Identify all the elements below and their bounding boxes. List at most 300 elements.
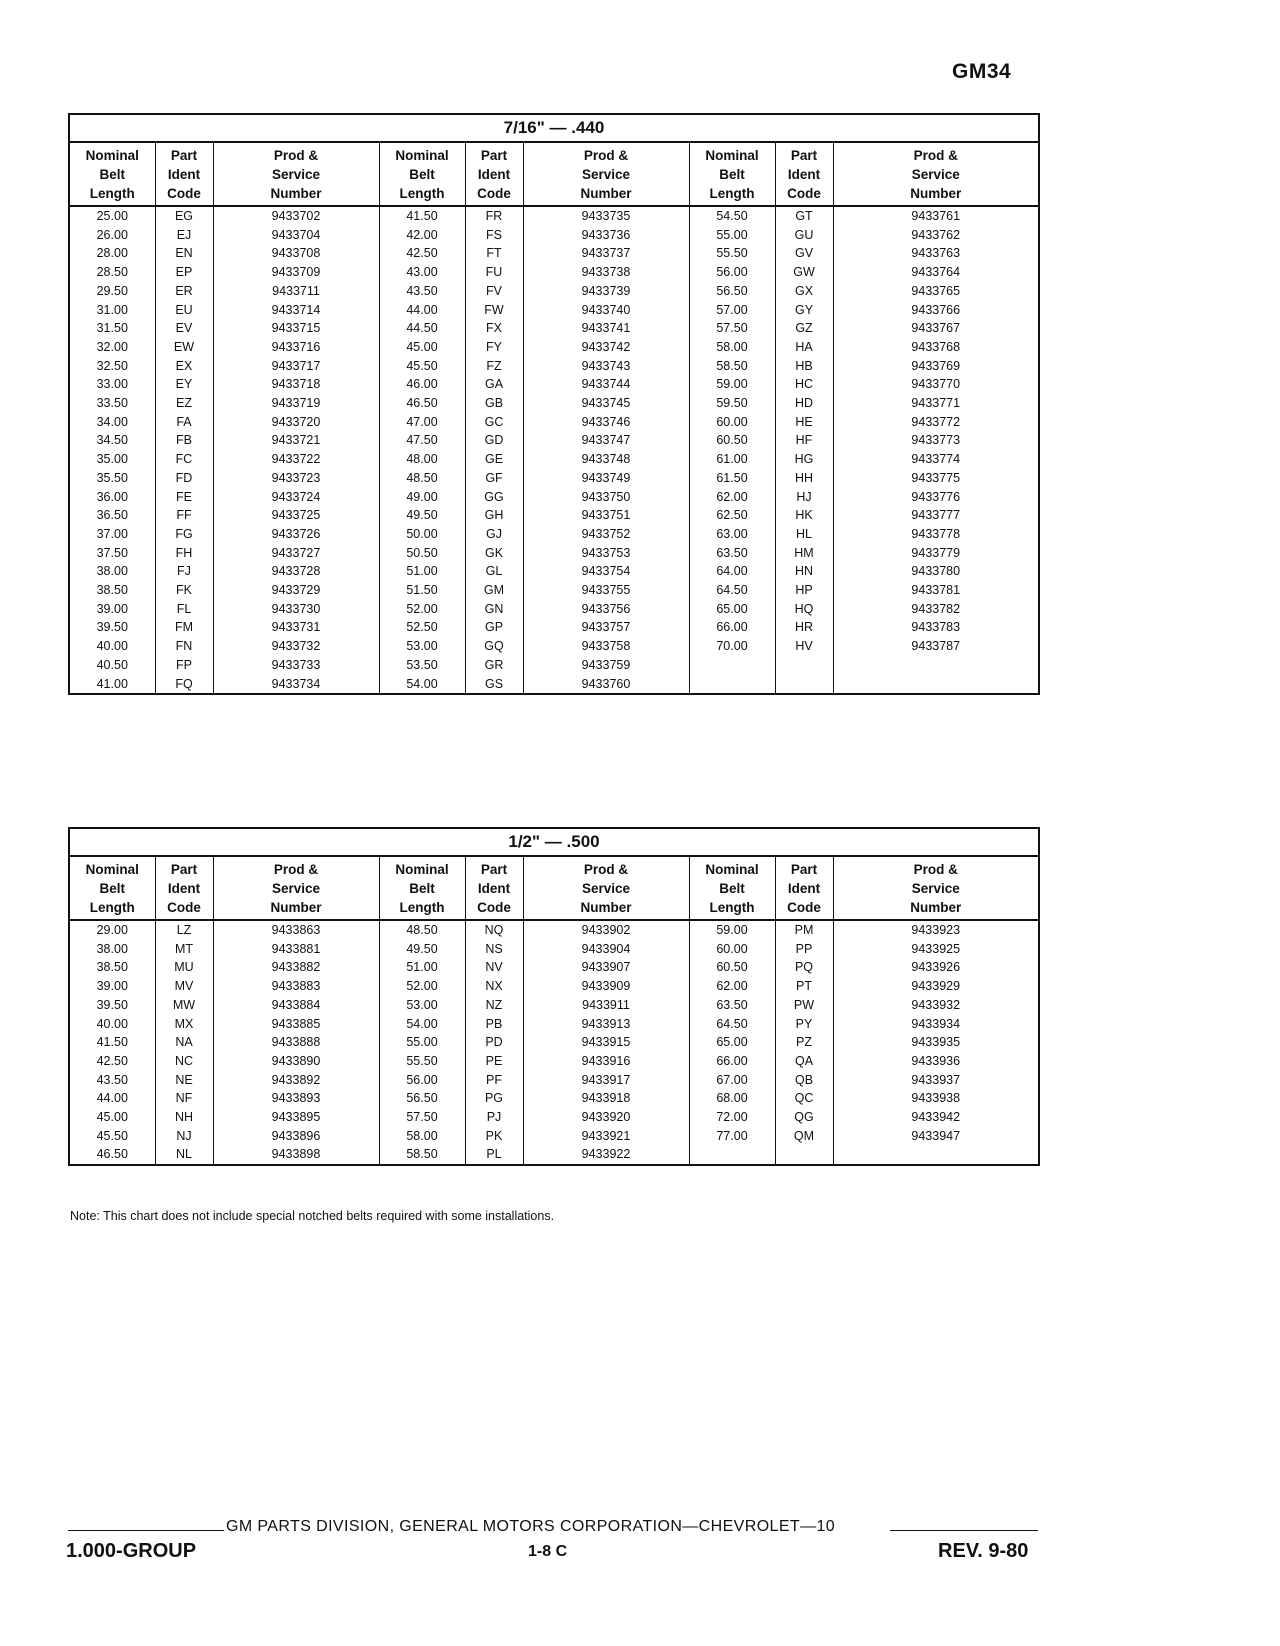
part-ident-code-cell: MU	[174, 960, 194, 975]
belt-length-cell: 59.00	[716, 923, 748, 937]
prod-service-number-cell: 9433742	[581, 339, 631, 354]
prod-service-number-cell: 9433775	[911, 470, 961, 485]
prod-service-number-cell: 9433717	[271, 358, 321, 373]
prod-service-number-cell: 9433737	[581, 246, 631, 261]
belt-length-cell: 67.00	[716, 1072, 748, 1087]
belt-length-cell: 36.00	[96, 489, 128, 504]
part-ident-code-cell: PD	[485, 1035, 503, 1050]
prod-service-number-cell: 9433708	[271, 246, 321, 261]
belt-length-cell: 41.00	[96, 676, 128, 691]
prod-service-number-cell: 9433779	[911, 545, 961, 560]
chart-note: Note: This chart does not include special notched belts required with some installations.	[70, 1209, 555, 1223]
part-ident-code-cell: FM	[174, 620, 194, 635]
prod-service-number-cell: 9433915	[581, 1035, 631, 1050]
column-header-prod-service-number: Prod & Service Number	[523, 142, 689, 206]
belt-length-cell: 54.00	[406, 1016, 438, 1031]
column-header-part-ident-code: Part Ident Code	[465, 142, 523, 206]
part-ident-code-cell: GL	[485, 564, 503, 579]
prod-service-number-cell: 9433772	[911, 414, 961, 429]
part-ident-code-cell: GA	[484, 377, 504, 392]
part-ident-code-cell: GG	[484, 489, 504, 504]
belt-length-cell: 53.00	[406, 639, 438, 654]
prod-service-number-cell: 9433760	[581, 676, 631, 691]
prod-service-number-cell: 9433787	[911, 639, 961, 654]
part-ident-code-cell: HL	[796, 526, 812, 541]
belt-length-cell: 40.50	[96, 657, 128, 672]
prod-service-number-cell: 9433709	[271, 265, 321, 280]
part-ident-code-cell: GB	[484, 396, 504, 411]
prod-service-number-cell: 9433746	[581, 414, 631, 429]
prod-service-number-cell: 9433721	[271, 433, 321, 448]
column-part-ident-code	[775, 920, 833, 1165]
column-header-belt-length: Nominal Belt Length	[379, 856, 465, 920]
part-ident-code-cell: EY	[175, 377, 193, 392]
column-belt-length	[379, 920, 465, 1165]
part-ident-code-cell: QM	[793, 1128, 815, 1143]
part-ident-code-cell: LZ	[176, 923, 192, 937]
belt-length-cell: 52.00	[406, 601, 438, 616]
prod-service-number-cell: 9433863	[271, 923, 321, 937]
prod-service-number-cell: 9433895	[271, 1110, 321, 1125]
belt-length-cell: 34.00	[96, 414, 128, 429]
belt-length-cell: 40.00	[96, 1016, 128, 1031]
prod-service-number-cell: 9433890	[271, 1053, 321, 1068]
belt-length-cell: 62.00	[716, 979, 748, 994]
prod-service-number-cell: 9433726	[271, 526, 321, 541]
belt-length-cell: 58.50	[406, 1147, 438, 1162]
part-ident-code-cell: NL	[176, 1147, 192, 1162]
prod-service-number-cell: 9433767	[911, 321, 961, 336]
belt-length-cell: 33.50	[96, 396, 128, 411]
belt-length-cell: 28.50	[96, 265, 128, 280]
part-ident-code-cell: HR	[794, 620, 814, 635]
part-ident-code-cell: FY	[486, 339, 502, 354]
prod-service-number-cell: 9433722	[271, 452, 321, 467]
belt-length-cell: 43.50	[406, 283, 438, 298]
prod-service-number-cell: 9433751	[581, 508, 631, 523]
belt-length-cell: 31.50	[96, 321, 128, 336]
prod-service-number-cell: 9433740	[581, 302, 631, 317]
column-header-part-ident-code: Part Ident Code	[465, 856, 523, 920]
part-ident-code-cell: GC	[484, 414, 504, 429]
prod-service-number-cell: 9433739	[581, 283, 631, 298]
belt-length-cell: 42.50	[406, 246, 438, 261]
belt-length-cell: 59.00	[716, 377, 748, 392]
part-ident-code-cell: MV	[174, 979, 194, 994]
prod-service-number-cell: 9433744	[581, 377, 631, 392]
belt-length-cell: 53.00	[406, 997, 438, 1012]
part-ident-code-cell: FH	[175, 545, 193, 560]
belt-length-cell: 64.00	[716, 564, 748, 579]
part-ident-code-cell: EW	[173, 339, 195, 354]
prod-service-number-cell: 9433778	[911, 526, 961, 541]
belt-length-cell: 70.00	[716, 639, 748, 654]
belt-length-cell: 51.00	[406, 960, 438, 975]
prod-service-number-cell: 9433704	[271, 227, 321, 242]
prod-service-number-cell: 9433926	[911, 960, 961, 975]
part-ident-code-cell: PQ	[794, 960, 814, 975]
belt-length-cell: 39.00	[96, 979, 128, 994]
part-ident-code-cell: EN	[175, 246, 193, 261]
column-header-prod-service-number: Prod & Service Number	[833, 856, 1039, 920]
prod-service-number-cell: 9433730	[271, 601, 321, 616]
part-ident-code-cell: PT	[796, 979, 812, 994]
column-header-prod-service-number: Prod & Service Number	[213, 856, 379, 920]
prod-service-number-cell: 9433921	[581, 1128, 631, 1143]
belt-length-cell: 54.50	[716, 209, 748, 223]
belt-length-cell: 62.50	[716, 508, 748, 523]
column-belt-length	[689, 206, 775, 694]
prod-service-number-cell: 9433904	[581, 941, 631, 956]
belt-length-cell: 56.50	[716, 283, 748, 298]
prod-service-number-cell: 9433922	[581, 1147, 631, 1162]
prod-service-number-cell: 9433773	[911, 433, 961, 448]
belt-length-cell: 35.50	[96, 470, 128, 485]
prod-service-number-cell: 9433702	[271, 209, 321, 223]
part-ident-code-cell: HV	[795, 639, 813, 654]
belt-length-cell: 65.00	[716, 1035, 748, 1050]
prod-service-number-cell: 9433776	[911, 489, 961, 504]
prod-service-number-cell: 9433934	[911, 1016, 961, 1031]
column-prod-service-number	[213, 206, 379, 694]
belt-length-cell: 61.50	[716, 470, 748, 485]
belt-length-cell: 47.50	[406, 433, 438, 448]
part-ident-code-cell: EU	[175, 302, 193, 317]
belt-length-cell: 52.50	[406, 620, 438, 635]
part-ident-code-cell: FK	[176, 583, 192, 598]
part-ident-code-cell: NA	[175, 1035, 193, 1050]
column-header-part-ident-code: Part Ident Code	[155, 856, 213, 920]
prod-service-number-cell: 9433883	[271, 979, 321, 994]
part-ident-code-cell: NV	[485, 960, 503, 975]
part-ident-code-cell: GT	[795, 209, 813, 223]
part-ident-code-cell: FX	[486, 321, 502, 336]
prod-service-number-cell: 9433780	[911, 564, 961, 579]
column-belt-length	[689, 920, 775, 1165]
belt-length-cell: 55.50	[406, 1053, 438, 1068]
prod-service-number-cell: 9433938	[911, 1091, 961, 1106]
column-prod-service-number	[523, 206, 689, 694]
part-ident-code-cell: FN	[175, 639, 193, 654]
prod-service-number-cell: 9433735	[581, 209, 631, 223]
prod-service-number-cell: 9433917	[581, 1072, 631, 1087]
footer-page-number: 1-8 C	[528, 1543, 568, 1560]
belt-length-cell: 64.50	[716, 1016, 748, 1031]
belt-length-cell: 36.50	[96, 508, 128, 523]
prod-service-number-cell: 9433774	[911, 452, 961, 467]
column-header-part-ident-code: Part Ident Code	[775, 856, 833, 920]
part-ident-code-cell: PE	[485, 1053, 503, 1068]
belt-length-cell: 49.50	[406, 941, 438, 956]
belt-length-cell: 50.00	[406, 526, 438, 541]
prod-service-number-cell: 9433754	[581, 564, 631, 579]
belt-length-cell: 38.50	[96, 960, 128, 975]
belt-length-cell: 35.00	[96, 452, 128, 467]
part-ident-code-cell: MT	[174, 941, 194, 956]
footer-group: 1.000-GROUP	[66, 1540, 197, 1562]
footer-rule-right	[890, 1530, 1038, 1531]
part-ident-code-cell: PW	[793, 997, 815, 1012]
prod-service-number-cell: 9433715	[271, 321, 321, 336]
prod-service-number-cell: 9433909	[581, 979, 631, 994]
prod-service-number-cell: 9433719	[271, 396, 321, 411]
prod-service-number-cell: 9433942	[911, 1110, 961, 1125]
prod-service-number-cell: 9433758	[581, 639, 631, 654]
part-ident-code-cell: GW	[793, 265, 815, 280]
belt-length-cell: 39.50	[96, 997, 128, 1012]
prod-service-number-cell: 9433907	[581, 960, 631, 975]
part-ident-code-cell: HA	[795, 339, 813, 354]
belt-length-cell: 38.50	[96, 583, 128, 598]
prod-service-number-cell: 9433738	[581, 265, 631, 280]
part-ident-code-cell: ER	[175, 283, 193, 298]
prod-service-number-cell: 9433902	[581, 923, 631, 937]
prod-service-number-cell: 9433898	[271, 1147, 321, 1162]
prod-service-number-cell: 9433752	[581, 526, 631, 541]
header-row	[69, 856, 1039, 920]
prod-service-number-cell: 9433769	[911, 358, 961, 373]
belt-length-cell: 32.50	[96, 358, 128, 373]
column-part-ident-code	[465, 206, 523, 694]
prod-service-number-cell: 9433777	[911, 508, 961, 523]
part-ident-code-cell: HG	[794, 452, 814, 467]
part-ident-code-cell: GE	[484, 452, 504, 467]
part-ident-code-cell: HJ	[796, 489, 812, 504]
prod-service-number-cell: 9433770	[911, 377, 961, 392]
belt-length-cell: 40.00	[96, 639, 128, 654]
belt-length-cell: 57.00	[716, 302, 748, 317]
part-ident-code-cell: HN	[794, 564, 814, 579]
column-part-ident-code	[775, 206, 833, 694]
header-row	[69, 142, 1039, 206]
part-ident-code-cell: GX	[794, 283, 814, 298]
prod-service-number-cell: 9433888	[271, 1035, 321, 1050]
belt-length-cell: 59.50	[716, 396, 748, 411]
part-ident-code-cell: FC	[175, 452, 193, 467]
belt-length-cell: 38.00	[96, 941, 128, 956]
column-prod-service-number	[213, 920, 379, 1165]
part-ident-code-cell: HQ	[794, 601, 814, 616]
belt-length-cell: 43.00	[406, 265, 438, 280]
part-ident-code-cell: FT	[486, 246, 502, 261]
part-ident-code-cell: NE	[175, 1072, 193, 1087]
part-ident-code-cell: GF	[485, 470, 503, 485]
belt-length-cell: 45.50	[406, 358, 438, 373]
belt-length-cell: 65.00	[716, 601, 748, 616]
belt-length-cell: 41.50	[406, 209, 438, 223]
belt-length-cell: 45.00	[406, 339, 438, 354]
belt-length-cell: 45.50	[96, 1128, 128, 1143]
part-ident-code-cell: HK	[795, 508, 813, 523]
column-header-prod-service-number: Prod & Service Number	[213, 142, 379, 206]
column-header-belt-length: Nominal Belt Length	[689, 142, 775, 206]
part-ident-code-cell: GN	[484, 601, 504, 616]
part-ident-code-cell: GM	[483, 583, 505, 598]
belt-length-cell: 61.00	[716, 452, 748, 467]
data-row	[69, 206, 1039, 694]
prod-service-number-cell: 9433756	[581, 601, 631, 616]
belt-length-cell: 45.00	[96, 1110, 128, 1125]
belt-length-cell: 48.50	[406, 470, 438, 485]
belt-length-cell: 60.00	[716, 414, 748, 429]
prod-service-number-cell: 9433741	[581, 321, 631, 336]
column-header-prod-service-number: Prod & Service Number	[833, 142, 1039, 206]
belt-length-cell: 46.50	[96, 1147, 128, 1162]
belt-length-cell: 55.00	[716, 227, 748, 242]
part-ident-code-cell: FW	[484, 302, 504, 317]
belt-length-cell: 41.50	[96, 1035, 128, 1050]
belt-table-7-16	[68, 113, 1040, 695]
part-ident-code-cell: FP	[176, 657, 192, 672]
prod-service-number-cell: 9433723	[271, 470, 321, 485]
part-ident-code-cell: FS	[486, 227, 502, 242]
prod-service-number-cell: 9433781	[911, 583, 961, 598]
part-ident-code-cell: NJ	[176, 1128, 192, 1143]
prod-service-number-cell: 9433727	[271, 545, 321, 560]
part-ident-code-cell: FV	[486, 283, 502, 298]
part-ident-code-cell: GS	[484, 676, 504, 691]
part-ident-code-cell: FJ	[177, 564, 191, 579]
part-ident-code-cell: GK	[484, 545, 504, 560]
prod-service-number-cell: 9433923	[911, 923, 961, 937]
part-ident-code-cell: PG	[484, 1091, 504, 1106]
prod-service-number-cell: 9433937	[911, 1072, 961, 1087]
part-ident-code-cell: HM	[794, 545, 814, 560]
belt-length-cell: 56.00	[406, 1072, 438, 1087]
part-ident-code-cell: FQ	[175, 676, 193, 691]
prod-service-number-cell: 9433736	[581, 227, 631, 242]
belt-length-cell: 38.00	[96, 564, 128, 579]
footer-rule-left	[68, 1530, 224, 1531]
column-header-belt-length: Nominal Belt Length	[379, 142, 465, 206]
prod-service-number-cell: 9433892	[271, 1072, 321, 1087]
column-belt-length	[69, 206, 155, 694]
belt-length-cell: 57.50	[716, 321, 748, 336]
prod-service-number-cell: 9433896	[271, 1128, 321, 1143]
prod-service-number-cell: 9433766	[911, 302, 961, 317]
prod-service-number-cell: 9433745	[581, 396, 631, 411]
part-ident-code-cell: GV	[794, 246, 814, 261]
prod-service-number-cell: 9433720	[271, 414, 321, 429]
part-ident-code-cell: EX	[175, 358, 193, 373]
prod-service-number-cell: 9433765	[911, 283, 961, 298]
part-ident-code-cell: FZ	[486, 358, 502, 373]
column-prod-service-number	[523, 920, 689, 1165]
part-ident-code-cell: HF	[795, 433, 813, 448]
belt-length-cell: 33.00	[96, 377, 128, 392]
prod-service-number-cell: 9433734	[271, 676, 321, 691]
prod-service-number-cell: 9433913	[581, 1016, 631, 1031]
part-ident-code-cell: QB	[794, 1072, 814, 1087]
column-header-belt-length: Nominal Belt Length	[69, 856, 155, 920]
belt-length-cell: 37.50	[96, 545, 128, 560]
part-ident-code-cell: GU	[794, 227, 814, 242]
prod-service-number-cell: 9433763	[911, 246, 961, 261]
prod-service-number-cell: 9433731	[271, 620, 321, 635]
prod-service-number-cell: 9433783	[911, 620, 961, 635]
part-ident-code-cell: PP	[795, 941, 813, 956]
prod-service-number-cell: 9433761	[911, 209, 961, 223]
belt-length-cell: 26.00	[96, 227, 128, 242]
belt-length-cell: 34.50	[96, 433, 128, 448]
column-header-part-ident-code: Part Ident Code	[775, 142, 833, 206]
belt-length-cell: 51.50	[406, 583, 438, 598]
prod-service-number-cell: 9433743	[581, 358, 631, 373]
belt-table-1-2	[68, 827, 1040, 1166]
footer-revision: REV. 9-80	[938, 1540, 1029, 1562]
part-ident-code-cell: FE	[176, 489, 192, 504]
prod-service-number-cell: 9433936	[911, 1053, 961, 1068]
prod-service-number-cell: 9433711	[272, 283, 320, 298]
part-ident-code-cell: EG	[174, 209, 194, 223]
part-ident-code-cell: PK	[485, 1128, 503, 1143]
column-header-prod-service-number: Prod & Service Number	[523, 856, 689, 920]
belt-length-cell: 47.00	[406, 414, 438, 429]
belt-length-cell: 58.50	[716, 358, 748, 373]
prod-service-number-cell: 9433932	[911, 997, 961, 1012]
belt-length-cell: 66.00	[716, 620, 748, 635]
part-ident-code-cell: FG	[175, 526, 193, 541]
prod-service-number-cell: 9433757	[581, 620, 631, 635]
part-ident-code-cell: PB	[485, 1016, 503, 1031]
belt-length-cell: 55.00	[406, 1035, 438, 1050]
part-ident-code-cell: PZ	[796, 1035, 812, 1050]
belt-length-cell: 64.50	[716, 583, 748, 598]
part-ident-code-cell: HB	[795, 358, 813, 373]
part-ident-code-cell: NC	[174, 1053, 194, 1068]
section-title: 1/2" — .500	[69, 828, 1039, 856]
part-ident-code-cell: GH	[484, 508, 504, 523]
part-ident-code-cell: QC	[794, 1091, 814, 1106]
part-ident-code-cell: PL	[486, 1147, 502, 1162]
prod-service-number-cell: 9433882	[271, 960, 321, 975]
part-ident-code-cell: PY	[795, 1016, 813, 1031]
part-ident-code-cell: QG	[794, 1110, 814, 1125]
part-ident-code-cell: NF	[175, 1091, 193, 1106]
belt-length-cell: 56.50	[406, 1091, 438, 1106]
part-ident-code-cell: NQ	[484, 923, 504, 937]
prod-service-number-cell: 9433920	[581, 1110, 631, 1125]
belt-length-cell: 28.00	[96, 246, 128, 261]
belt-length-cell: 49.00	[406, 489, 438, 504]
prod-service-number-cell: 9433764	[911, 265, 961, 280]
belt-length-cell: 37.00	[96, 526, 128, 541]
belt-length-cell: 55.50	[716, 246, 748, 261]
prod-service-number-cell: 9433750	[581, 489, 631, 504]
part-ident-code-cell: QA	[794, 1053, 814, 1068]
column-header-belt-length: Nominal Belt Length	[689, 856, 775, 920]
part-ident-code-cell: EV	[175, 321, 193, 336]
belt-length-cell: 25.00	[96, 209, 128, 223]
prod-service-number-cell: 9433916	[581, 1053, 631, 1068]
prod-service-number-cell: 9433724	[271, 489, 321, 504]
prod-service-number-cell: 9433885	[271, 1016, 321, 1031]
belt-length-cell: 63.00	[716, 526, 748, 541]
part-ident-code-cell: GP	[484, 620, 504, 635]
belt-length-cell: 43.50	[96, 1072, 128, 1087]
belt-length-cell: 53.50	[406, 657, 438, 672]
belt-length-cell: 39.50	[96, 620, 128, 635]
belt-length-cell: 31.00	[96, 302, 128, 317]
belt-length-cell: 62.00	[716, 489, 748, 504]
column-header-belt-length: Nominal Belt Length	[69, 142, 155, 206]
belt-length-cell: 54.00	[406, 676, 438, 691]
part-ident-code-cell: FB	[176, 433, 192, 448]
prod-service-number-cell: 9433733	[271, 657, 321, 672]
belt-length-cell: 46.50	[406, 396, 438, 411]
prod-service-number-cell: 9433714	[271, 302, 321, 317]
part-ident-code-cell: FA	[176, 414, 192, 429]
